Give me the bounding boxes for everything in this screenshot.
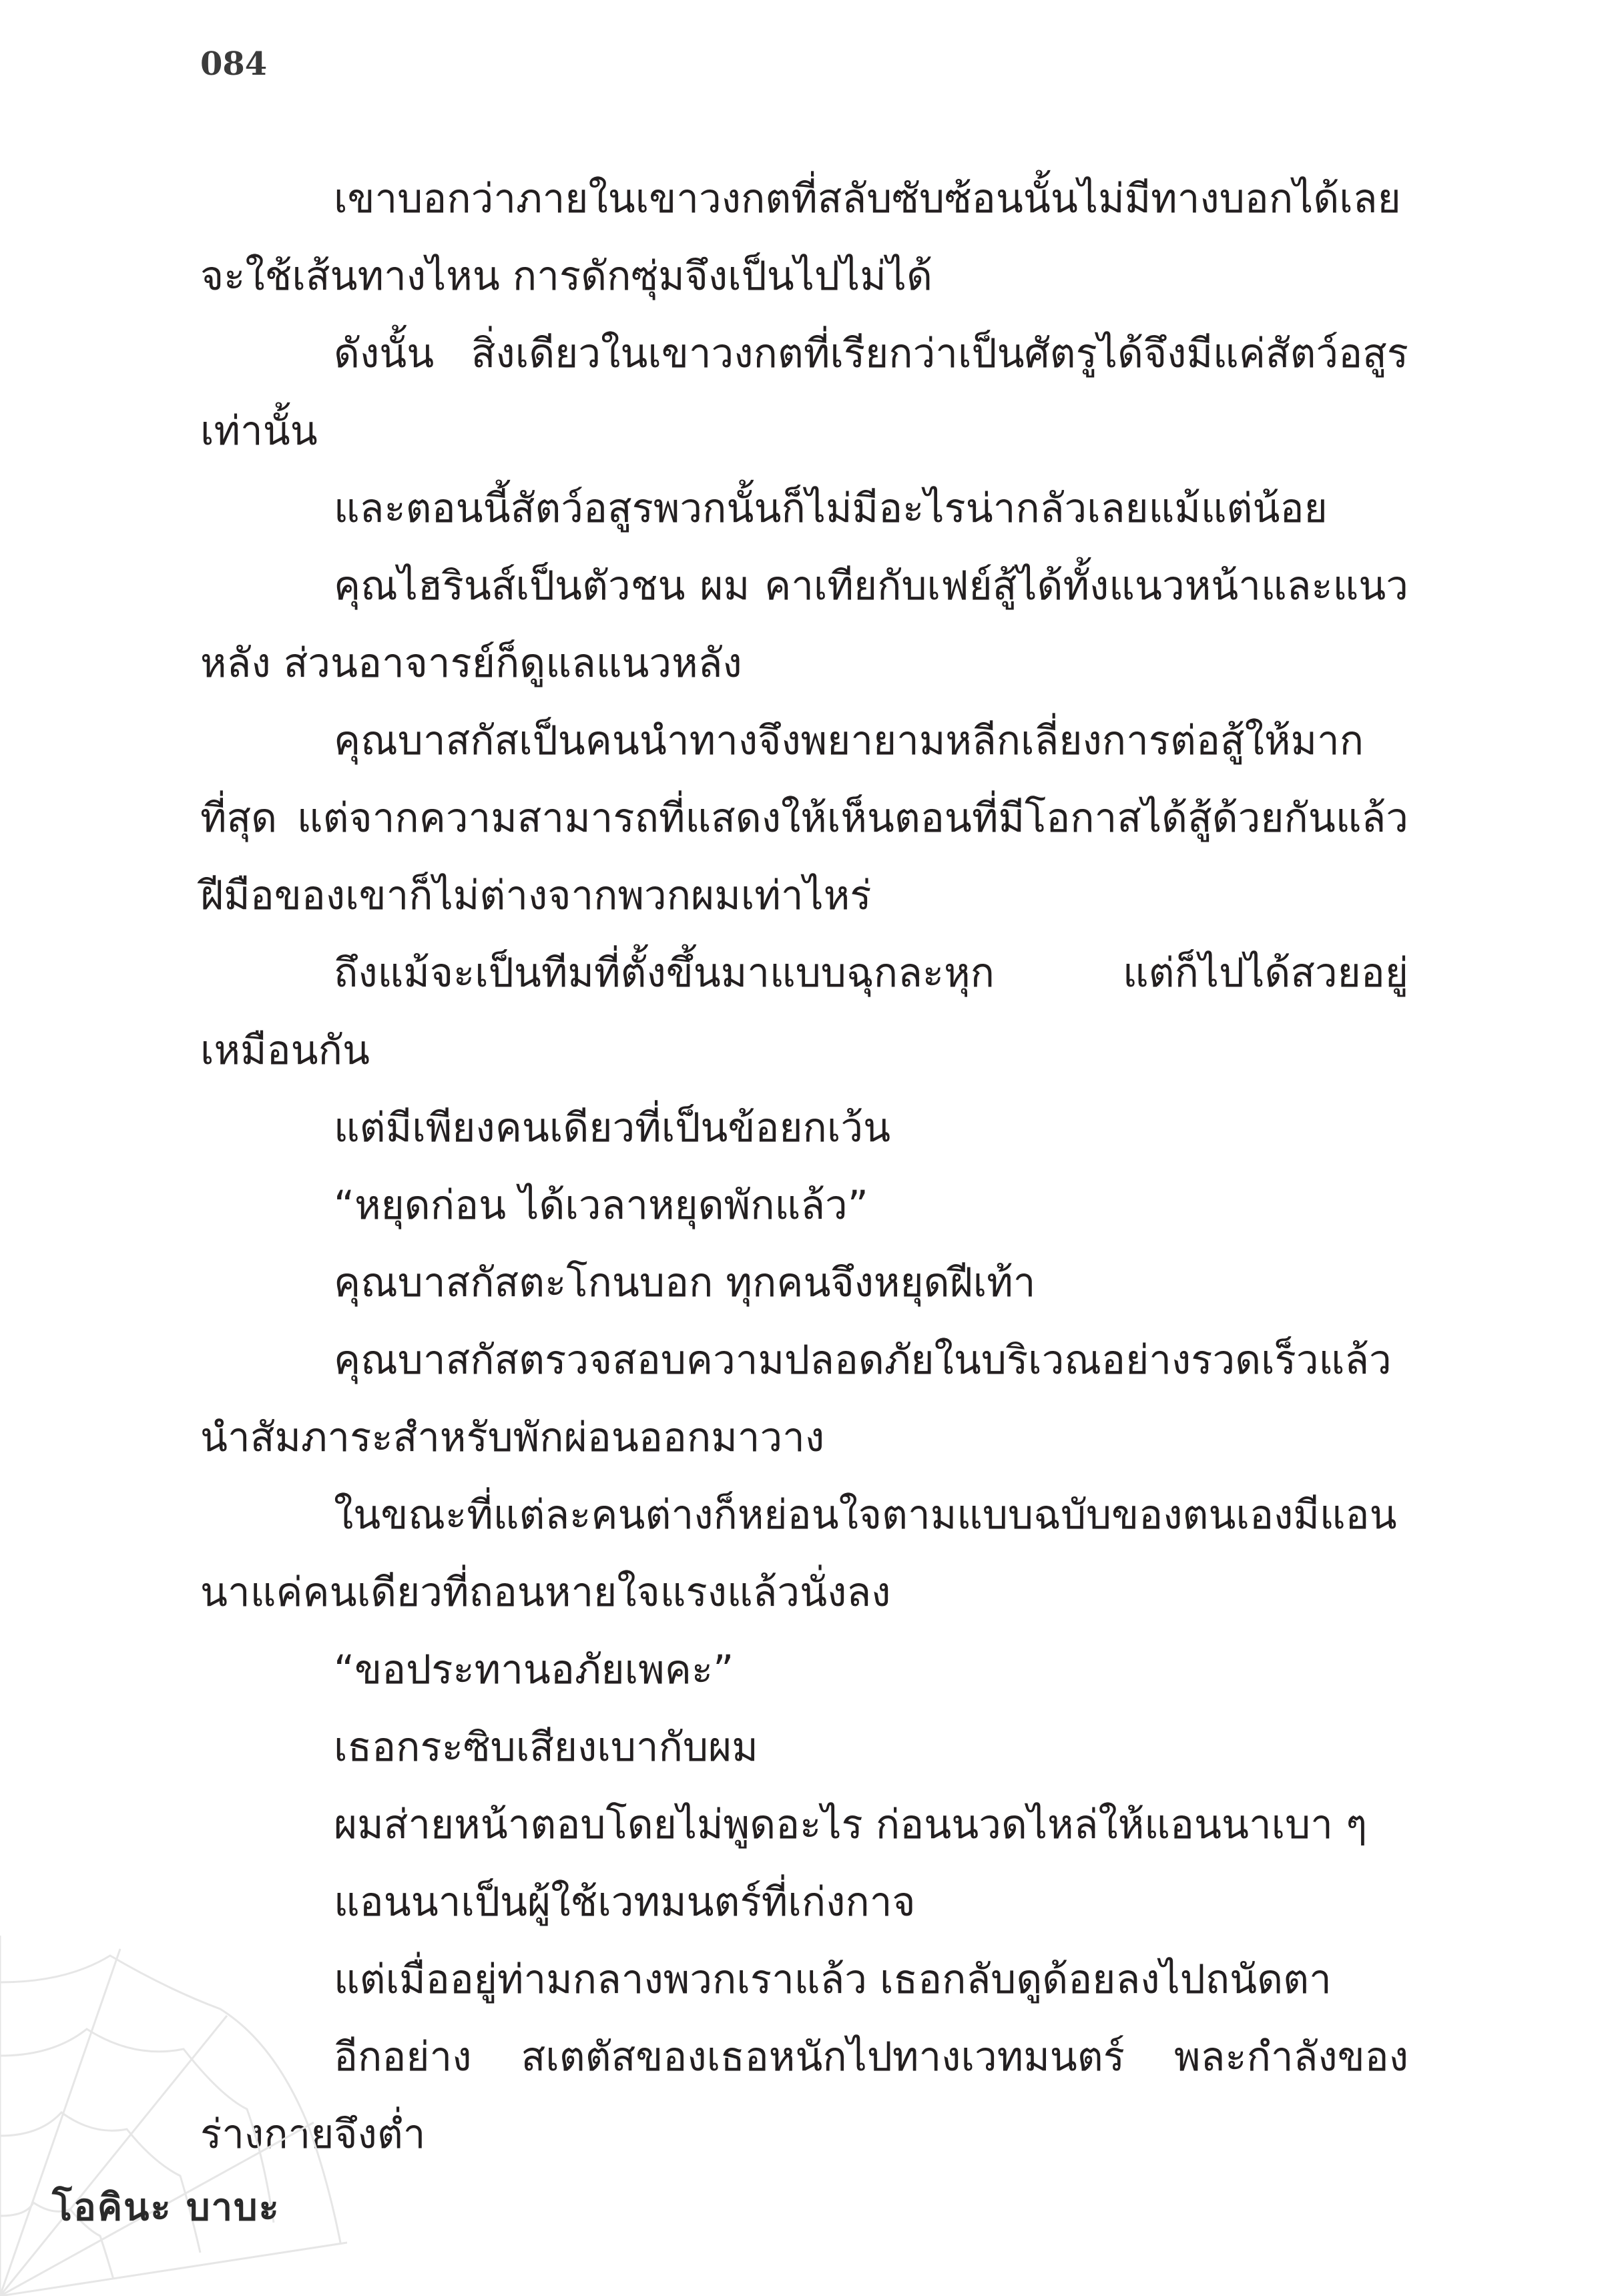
paragraph: แอนนาเป็นผู้ใช้เวทมนตร์ที่เก่งกาจ bbox=[334, 1879, 916, 1926]
paragraph: ผมส่ายหน้าตอบโดยไม่พูดอะไร ก่อนนวดไหล่ให้แอนนาเบา ๆ bbox=[334, 1801, 1368, 1848]
paragraph: ดังนั้น สิ่งเดียวในเขาวงกตที่เรียกว่าเป็นศัตรูได้จึงมีแค่สัตว์อสูรเท่านั้น bbox=[200, 330, 1408, 455]
paragraph: คุณบาสกัสตะโกนบอก ทุกคนจึงหยุดฝีเท้า bbox=[334, 1259, 1036, 1306]
spider-web-icon bbox=[0, 1936, 347, 2296]
paragraph: คุณบาสกัสตรวจสอบความปลอดภัยในบริเวณอย่างรวดเร็วแล้วนำสัมภาระสำหรับพักผ่อนออกมาวาง bbox=[200, 1337, 1392, 1461]
paragraph: อีกอย่าง สเตตัสของเธอหนักไปทางเวทมนตร์ พละกำลังของร่างกายจึงต่ำ bbox=[200, 2034, 1408, 2158]
paragraph: แต่เมื่ออยู่ท่ามกลางพวกเราแล้ว เธอกลับดูด้อยลงไปถนัดตา bbox=[334, 1956, 1332, 2003]
paragraph: คุณไฮรินส์เป็นตัวชน ผม คาเทียกับเฟย์สู้ได้ทั้งแนวหน้าและแนวหลัง ส่วนอาจารย์ก็ดูแลแนวหลัง bbox=[200, 563, 1408, 687]
book-title-footer: โอคินะ บาบะ bbox=[52, 2186, 280, 2229]
paragraph: ในขณะที่แต่ละคนต่างก็หย่อนใจตามแบบฉบับของตนเองมีแอนนาแค่คนเดียวที่ถอนหายใจแรงแล้วนั่งลง bbox=[200, 1492, 1397, 1616]
paragraph: เขาบอกว่าภายในเขาวงกตที่สลับซับซ้อนนั้นไม่มีทางบอกได้เลยจะใช้เส้นทางไหน การดักซุ่มจึงเป็นไปไม่ได้ bbox=[200, 176, 1401, 300]
paragraph: แต่มีเพียงคนเดียวที่เป็นข้อยกเว้น bbox=[334, 1105, 891, 1151]
page-number: 084 bbox=[200, 45, 268, 83]
paragraph: ถึงแม้จะเป็นทีมที่ตั้งขึ้นมาแบบฉุกละหุก แต่ก็ไปได้สวยอยู่เหมือนกัน bbox=[200, 950, 1408, 1074]
paragraph: และตอนนี้สัตว์อสูรพวกนั้นก็ไม่มีอะไรน่ากลัวเลยแม้แต่น้อย bbox=[334, 485, 1328, 532]
body-text bbox=[200, 160, 1408, 2173]
dialogue-paragraph: “หยุดก่อน ได้เวลาหยุดพักแล้ว” bbox=[334, 1182, 868, 1229]
dialogue-paragraph: “ขอประทานอภัยเพคะ” bbox=[334, 1647, 734, 1693]
paragraph: คุณบาสกัสเป็นคนนำทางจึงพยายามหลีกเลี่ยงการต่อสู้ให้มากที่สุด แต่จากความสามารถที่แสดงให้เห็นตอนที่มีโอกาสได้สู้ด้วยกันแล้ว ฝีมือของเขาก็ไม่ต่างจากพวกผมเท่าไหร่ bbox=[200, 718, 1408, 919]
paragraph: เธอกระซิบเสียงเบากับผม bbox=[334, 1724, 758, 1771]
